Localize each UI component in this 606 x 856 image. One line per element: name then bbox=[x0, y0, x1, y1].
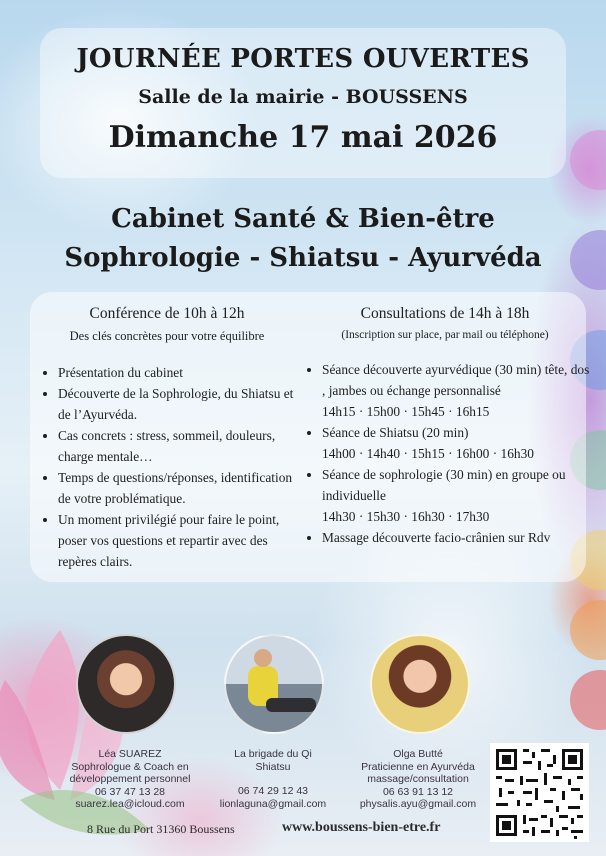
avatar-brigade bbox=[224, 634, 324, 734]
consultation-text: Séance de sophrologie (30 min) en groupe ou individuelle bbox=[322, 467, 566, 503]
event-date: Dimanche 17 mai 2026 bbox=[108, 120, 498, 155]
list-item: • Temps de questions/réponses, identification de votre problématique. bbox=[58, 467, 298, 509]
address: 8 Rue du Port 31360 Boussens bbox=[87, 822, 235, 836]
website-link[interactable]: www.boussens-bien-etre.fr bbox=[282, 820, 441, 835]
conference-column bbox=[36, 305, 298, 572]
avatar-lea bbox=[76, 634, 176, 734]
shiatsu-photo bbox=[226, 636, 322, 732]
list-item bbox=[322, 527, 590, 548]
disciplines: Sophrologie - Shiatsu - Ayurvéda bbox=[64, 243, 542, 273]
list-item: • Découverte de la Sophrologie, du Shiatsu et de l’Ayurvéda. bbox=[58, 383, 298, 425]
practitioner-role: Praticienne en Ayurvéda massage/consultation bbox=[361, 760, 475, 785]
consultation-times: 14h00 · 14h40 · 15h15 · 16h00 · 16h30 bbox=[322, 446, 535, 461]
conference-list bbox=[36, 362, 298, 572]
avatar-olga bbox=[370, 634, 470, 734]
event-title: JOURNÉE PORTES OUVERTES bbox=[76, 44, 530, 74]
list-item: • Cas concrets : stress, sommeil, douleurs, charge mentale… bbox=[58, 425, 298, 467]
consultation-text: Séance de Shiatsu (20 min) bbox=[322, 425, 469, 440]
practitioner-brigade bbox=[208, 748, 338, 810]
list-item bbox=[322, 464, 590, 527]
practitioner-role: Shiatsu bbox=[255, 760, 291, 773]
consultations-list bbox=[300, 359, 590, 548]
event-venue: Salle de la mairie - BOUSSENS bbox=[138, 86, 468, 108]
consultation-text: Massage découverte facio-crânien sur Rdv bbox=[322, 530, 551, 545]
qr-code[interactable] bbox=[490, 743, 589, 842]
consultation-text: Séance découverte ayurvédique (30 min) tête, dos , jambes ou échange personnalisé bbox=[322, 362, 590, 398]
conference-heading: Conférence de 10h à 12h bbox=[89, 305, 245, 322]
practitioner-email: physalis.ayu@gmail.com bbox=[359, 798, 477, 810]
practitioner-name: La brigade du Qi bbox=[234, 748, 312, 760]
consultation-times: 14h15 · 15h00 · 15h45 · 16h15 bbox=[322, 404, 490, 419]
practitioner-email: lionlaguna@gmail.com bbox=[219, 797, 327, 810]
consultations-subheading: (Inscription sur place, par mail ou téléphone) bbox=[341, 329, 549, 341]
practitioner-phone: 06 63 91 13 12 bbox=[382, 785, 454, 798]
practitioner-email: suarez.lea@icloud.com bbox=[75, 798, 185, 810]
practitioner-phone: 06 74 29 12 43 bbox=[237, 785, 309, 797]
practitioner-name: Olga Butté bbox=[393, 748, 443, 760]
consultations-column bbox=[300, 305, 590, 548]
list-item: • Un moment privilégié pour faire le point, poser vos questions et repartir avec des repères clairs. bbox=[58, 509, 298, 572]
practitioner-lea bbox=[60, 748, 200, 811]
consultation-times: 14h30 · 15h30 · 16h30 · 17h30 bbox=[322, 509, 490, 524]
practitioner-role: Sophrologue & Coach en développement personnel bbox=[69, 760, 191, 785]
conference-subheading: Des clés concrètes pour votre équilibre bbox=[69, 329, 265, 343]
list-item bbox=[322, 422, 590, 464]
practitioner-olga bbox=[350, 748, 486, 811]
list-item bbox=[322, 359, 590, 422]
practitioner-phone: 06 37 47 13 28 bbox=[94, 785, 166, 798]
consultations-heading: Consultations de 14h à 18h bbox=[360, 305, 530, 322]
cabinet-name: Cabinet Santé & Bien-être bbox=[111, 204, 495, 234]
practitioner-name: Léa SUAREZ bbox=[98, 748, 162, 760]
list-item: • Présentation du cabinet bbox=[58, 362, 298, 383]
